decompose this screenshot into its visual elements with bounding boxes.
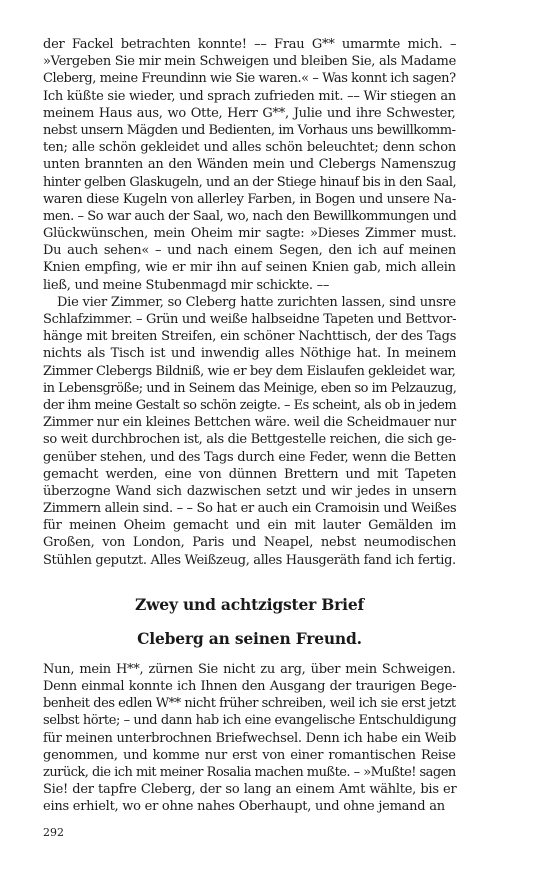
text-line: nebst unsern Mägden und Bedienten, im Vorhaus uns bewillkomm-: [43, 122, 456, 138]
text-line: Denn einmal konnte ich Ihnen den Ausgang der traurigen Bege-: [43, 679, 457, 694]
text-line: Großen, von London, Paris und Neapel, nebst neumodischen: [43, 535, 457, 551]
text-line: für meinen Oheim gemacht und ein mit lauter Gemälden im: [43, 518, 457, 534]
text-line: in Lebensgröße; und in Seinem das Meinige, eben so im Pelzauzug,: [43, 380, 457, 396]
text-line: Zimmern allein sind. – – So hat er auch ein Cramoisin und Weißes: [43, 501, 457, 517]
text-line: hänge mit breiten Streifen, ein schöner Nachttisch, der des Tags: [43, 329, 457, 345]
page-body: [43, 36, 456, 816]
text-line: gemacht werden, eine von dünnen Brettern und mit Tapeten: [43, 466, 457, 482]
text-line: Glückwünschen, mein Oheim mir sagte: »Dieses Zimmer must.: [43, 226, 457, 242]
text-line: zurück, die ich mit meiner Rosalia machen mußte. – »Mußte! sagen: [43, 764, 456, 780]
text-line: nichts als Tisch ist und inwendig alles Nöthige hat. In meinem: [43, 346, 457, 362]
text-line: men. – So war auch der Saal, wo, nach den Bewillkommungen und: [43, 208, 457, 224]
text-line: Zimmer Clebergs Bildniß, wie er bey dem Eislaufen gekleidet war,: [43, 363, 456, 379]
paragraph-1: [43, 36, 456, 294]
text-line: unten brannten an den Wänden mein und Clebergs Namenszug: [43, 157, 457, 173]
text-line: »Vergeben Sie mir mein Schweigen und bleiben Sie, als Madame: [43, 54, 457, 70]
letter-sender-heading: Cleberg an seinen Freund.: [137, 628, 362, 648]
text-line: für meinen unterbrochnen Briefwechsel. Denn ich habe ein Weib: [43, 730, 457, 746]
text-line: waren diese Kugeln von allerley Farben, in Bogen und unsere Na-: [43, 191, 456, 207]
text-line: überzogne Wand sich dazwischen setzt und wir jedes in unsern: [43, 483, 457, 499]
text-line: Zimmer nur ein kleines Bettchen wäre. weil die Scheidmauer nur: [43, 415, 456, 431]
text-line: Cleberg, meine Freundinn wie Sie waren.« – Was konnt ich sagen?: [43, 71, 456, 87]
text-line: eins erhielt, wo er ohne nahes Oberhaupt, und ohne jemand an: [43, 799, 445, 815]
text-line: ließ, und meine Stubenmagd mir schickte. ––: [43, 277, 330, 293]
text-line: Ich küßte sie wieder, und sprach zufrieden mit. –– Wir stiegen an: [43, 88, 457, 104]
text-line: ten; alle schön gekleidet und alles schön beleuchtet; denn schon: [43, 140, 457, 156]
paragraph-3: [43, 661, 456, 816]
text-line: Du auch sehen« – und nach einem Segen, den ich auf meinen: [43, 243, 456, 259]
text-line: benheit des edlen W** nicht früher schreiben, weil ich sie erst jetzt: [43, 696, 456, 712]
text-line: hinter gelben Glaskugeln, und an der Stiege hinauf bis in den Saal,: [43, 174, 457, 190]
text-line: Stühlen geputzt. Alles Weißzeug, alles Hausgeräth fand ich fertig.: [43, 552, 456, 568]
text-line: Schlafzimmer. – Grün und weiße halbseidne Tapeten und Bettvor-: [43, 312, 457, 327]
text-line: genommen, und komme nur erst von einer romantischen Reise: [43, 747, 456, 763]
text-line: meinem Haus aus, wo Otte, Herr G**, Julie und ihre Schwester,: [43, 105, 456, 121]
text-line: genüber stehen, und des Tags durch eine Feder, wenn die Betten: [43, 449, 457, 465]
text-line: der ihm meine Gestalt so schön zeigte. – Es scheint, als ob in jedem: [43, 397, 457, 413]
text-line: so weit durchbrochen ist, als die Bettgestelle reichen, die sich ge-: [43, 432, 456, 448]
letter-heading: Zwey und achtzigster Brief: [135, 594, 364, 614]
text-line: selbst hörte; – und dann hab ich eine evangelische Entschuldigung: [43, 713, 457, 729]
page-number: 292: [43, 826, 64, 839]
text-line: Die vier Zimmer, so Cleberg hatte zurichten lassen, sind unsre: [57, 294, 456, 310]
text-line: Knien empfing, wie er mir ihn auf seinen Knien gab, mich allein: [43, 260, 456, 276]
text-line: Nun, mein H**, zürnen Sie nicht zu arg, über mein Schweigen.: [43, 661, 456, 677]
paragraph-2: [43, 294, 456, 569]
text-line: Sie! der tapfre Cleberg, der so lang an einem Amt wählte, bis er: [43, 782, 457, 798]
text-line: der Fackel betrachten konnte! –– Frau G** umarmte mich. –: [43, 37, 457, 52]
